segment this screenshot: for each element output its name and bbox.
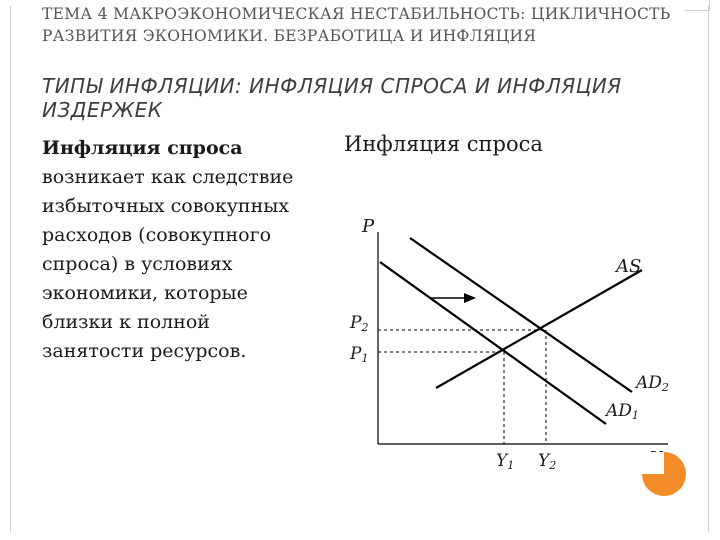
definition-body: возникает как следствие избыточных совокупных расходов (совокупного спроса) в условиях экономики, которые близки к полной занятости ресурсов. bbox=[42, 166, 294, 362]
diagram-heading: Инфляция спроса bbox=[344, 132, 543, 156]
ad1-label: AD1 bbox=[606, 401, 639, 422]
decorative-orange-circle bbox=[642, 452, 686, 496]
p2-label: P2 bbox=[350, 313, 369, 334]
as-curve bbox=[436, 270, 642, 388]
slide-subtitle: ТИПЫ ИНФЛЯЦИИ: ИНФЛЯЦИЯ СПРОСА И ИНФЛЯЦИЯ ИЗДЕРЖЕК bbox=[42, 74, 622, 122]
p-axis-label: P bbox=[362, 216, 375, 237]
as-label: AS bbox=[616, 256, 642, 277]
y1-label: Y1 bbox=[496, 451, 515, 472]
p1-label: P1 bbox=[350, 344, 369, 365]
slide-title: ТЕМА 4 МАКРОЭКОНОМИЧЕСКАЯ НЕСТАБИЛЬНОСТЬ: ЦИКЛИЧНОСТЬ РАЗВИТИЯ ЭКОНОМИКИ. БЕЗРАБОТИЦА И ИНФЛЯЦИЯ bbox=[42, 5, 671, 45]
shift-arrow-head bbox=[464, 293, 476, 303]
ad2-label: AD2 bbox=[636, 373, 669, 394]
ad1-curve bbox=[380, 262, 606, 424]
definition-term: Инфляция спроса bbox=[42, 137, 243, 159]
y2-label: Y2 bbox=[538, 451, 557, 472]
ad2-curve bbox=[410, 238, 632, 392]
